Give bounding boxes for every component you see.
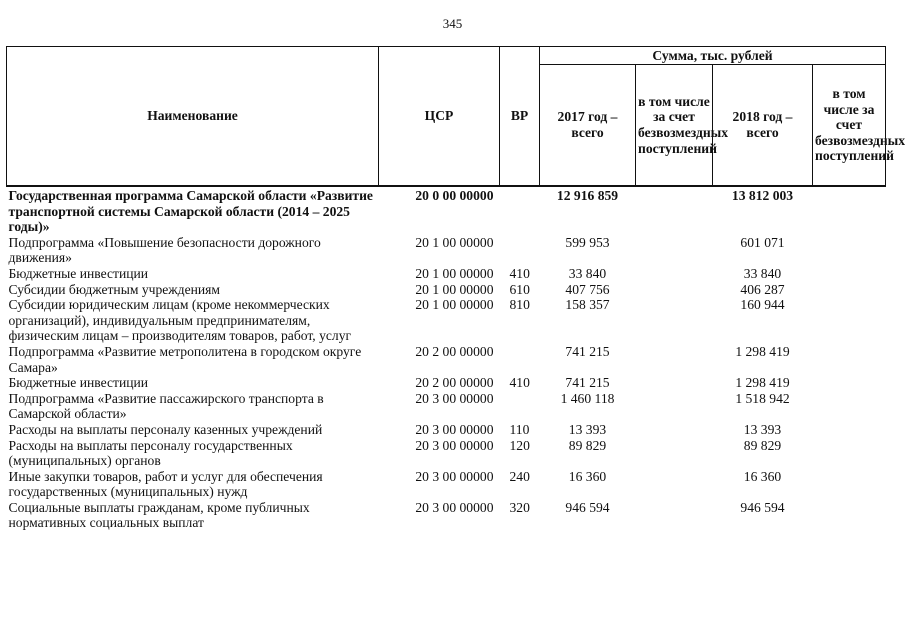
cell-name: Субсидии бюджетным учреждениям (8, 281, 221, 297)
table-row (7, 297, 886, 344)
cell-2017-free (636, 391, 713, 422)
table-row (7, 282, 886, 298)
cell-2018-total: 89 829 (743, 437, 782, 453)
header-csr: ЦСР (379, 47, 500, 187)
cell-2018-total: 1 298 419 (735, 343, 790, 359)
table-row (7, 344, 886, 375)
cell-2018-total: 601 071 (740, 234, 785, 250)
header-sum-group: Сумма, тыс. рублей (540, 47, 886, 65)
cell-2017-total: 13 393 (568, 421, 607, 437)
cell-2018-free (813, 266, 886, 282)
cell-2018-free (813, 186, 886, 235)
cell-vr (500, 344, 540, 375)
cell-vr (500, 186, 540, 235)
cell-2018-total: 33 840 (743, 265, 782, 281)
cell-2017-total: 33 840 (568, 265, 607, 281)
header-vr: ВР (500, 47, 540, 187)
cell-name: Субсидии юридическим лицам (кроме некоммерческих организаций), индивидуальным предпринимателям, физическим лицам – производителям товаров, работ, услуг (8, 297, 352, 344)
cell-csr: 20 3 00 00000 (415, 390, 494, 406)
cell-2017-total: 16 360 (568, 468, 607, 484)
cell-name: Социальные выплаты гражданам, кроме публичных нормативных социальных выплат (8, 499, 310, 531)
cell-2017-free (636, 375, 713, 391)
cell-2017-total: 89 829 (568, 437, 607, 453)
cell-2018-free (813, 500, 886, 531)
cell-name: Подпрограмма «Развитие пассажирского транспорта в Самарской области» (8, 390, 324, 422)
cell-2018-total: 16 360 (743, 468, 782, 484)
cell-2017-free (636, 186, 713, 235)
cell-vr (500, 391, 540, 422)
table-header (7, 47, 905, 187)
cell-name: Государственная программа Самарской области «Развитие транспортной системы Самарской области (2014 – 2025 годы)» (8, 188, 373, 235)
table-row (7, 266, 886, 282)
cell-vr: 610 (509, 281, 530, 297)
cell-2017-free (636, 297, 713, 344)
header-2018-total: 2018 год – всего (713, 65, 813, 187)
cell-2017-free (636, 282, 713, 298)
cell-2018-total: 13 393 (743, 421, 782, 437)
cell-2017-free (636, 266, 713, 282)
cell-csr: 20 1 00 00000 (415, 281, 494, 297)
cell-2018-free (813, 422, 886, 438)
cell-csr: 20 2 00 00000 (415, 375, 494, 391)
cell-vr (500, 235, 540, 266)
table-row (7, 500, 886, 531)
cell-2018-total: 160 944 (740, 297, 785, 313)
header-2017-total: 2017 год – всего (540, 65, 636, 187)
cell-vr: 410 (509, 375, 530, 391)
header-2018-free: в том числе за счет безвозмездных поступлений (813, 65, 886, 187)
cell-2018-total: 13 812 003 (731, 188, 794, 203)
cell-2017-total: 599 953 (565, 234, 610, 250)
cell-vr: 110 (509, 421, 530, 437)
cell-2017-total: 12 916 859 (556, 188, 619, 203)
cell-name: Иные закупки товаров, работ и услуг для обеспечения государственных (муниципальных) нужд (8, 468, 323, 500)
cell-csr: 20 3 00 00000 (415, 468, 494, 484)
cell-2018-free (813, 375, 886, 391)
page-number: 345 (442, 16, 463, 31)
cell-vr: 120 (509, 437, 530, 453)
cell-csr: 20 1 00 00000 (415, 297, 494, 313)
cell-name: Расходы на выплаты персоналу казенных учреждений (8, 421, 323, 437)
header-2017-free: в том числе за счет безвозмездных поступлений (636, 65, 713, 187)
cell-2018-total: 406 287 (740, 281, 785, 297)
cell-csr: 20 0 00 00000 (415, 188, 494, 203)
table-row (7, 235, 886, 266)
cell-csr: 20 1 00 00000 (415, 265, 494, 281)
cell-name: Подпрограмма «Повышение безопасности дорожного движения» (8, 234, 321, 266)
cell-2017-total: 158 357 (565, 297, 610, 313)
cell-vr: 810 (509, 297, 530, 313)
cell-csr: 20 3 00 00000 (415, 437, 494, 453)
header-name: Наименование (7, 47, 379, 187)
cell-vr: 240 (509, 468, 530, 484)
cell-2018-free (813, 297, 886, 344)
cell-2017-total: 407 756 (565, 281, 610, 297)
cell-2017-free (636, 344, 713, 375)
cell-2018-free (813, 438, 886, 469)
table-row (7, 422, 886, 438)
cell-2018-total: 1 298 419 (735, 375, 790, 391)
table-body (7, 186, 886, 531)
table-row (7, 438, 886, 469)
cell-2017-total: 1 460 118 (560, 390, 615, 406)
cell-name: Бюджетные инвестиции (8, 375, 149, 391)
cell-2018-free (813, 391, 886, 422)
cell-2017-total: 741 215 (565, 343, 610, 359)
cell-2018-total: 1 518 942 (735, 390, 790, 406)
table-row (7, 391, 886, 422)
cell-name: Подпрограмма «Развитие метрополитена в городском округе Самара» (8, 343, 362, 375)
cell-2017-total: 946 594 (565, 499, 610, 515)
cell-csr: 20 3 00 00000 (415, 421, 494, 437)
table-row (7, 375, 886, 391)
cell-2017-total: 741 215 (565, 375, 610, 391)
cell-2018-free (813, 282, 886, 298)
cell-2017-free (636, 235, 713, 266)
cell-name: Расходы на выплаты персоналу государственных (муниципальных) органов (8, 437, 293, 469)
cell-2017-free (636, 469, 713, 500)
cell-2018-total: 946 594 (740, 499, 785, 515)
table-row (7, 469, 886, 500)
cell-name: Бюджетные инвестиции (8, 265, 149, 281)
cell-2017-free (636, 438, 713, 469)
cell-2018-free (813, 235, 886, 266)
cell-csr: 20 3 00 00000 (415, 499, 494, 515)
cell-csr: 20 2 00 00000 (415, 343, 494, 359)
cell-vr: 320 (509, 499, 530, 515)
cell-csr: 20 1 00 00000 (415, 234, 494, 250)
cell-2017-free (636, 422, 713, 438)
table-row (7, 186, 886, 235)
cell-2018-free (813, 469, 886, 500)
cell-2017-free (636, 500, 713, 531)
budget-table (6, 46, 905, 531)
cell-vr: 410 (509, 265, 530, 281)
cell-2018-free (813, 344, 886, 375)
